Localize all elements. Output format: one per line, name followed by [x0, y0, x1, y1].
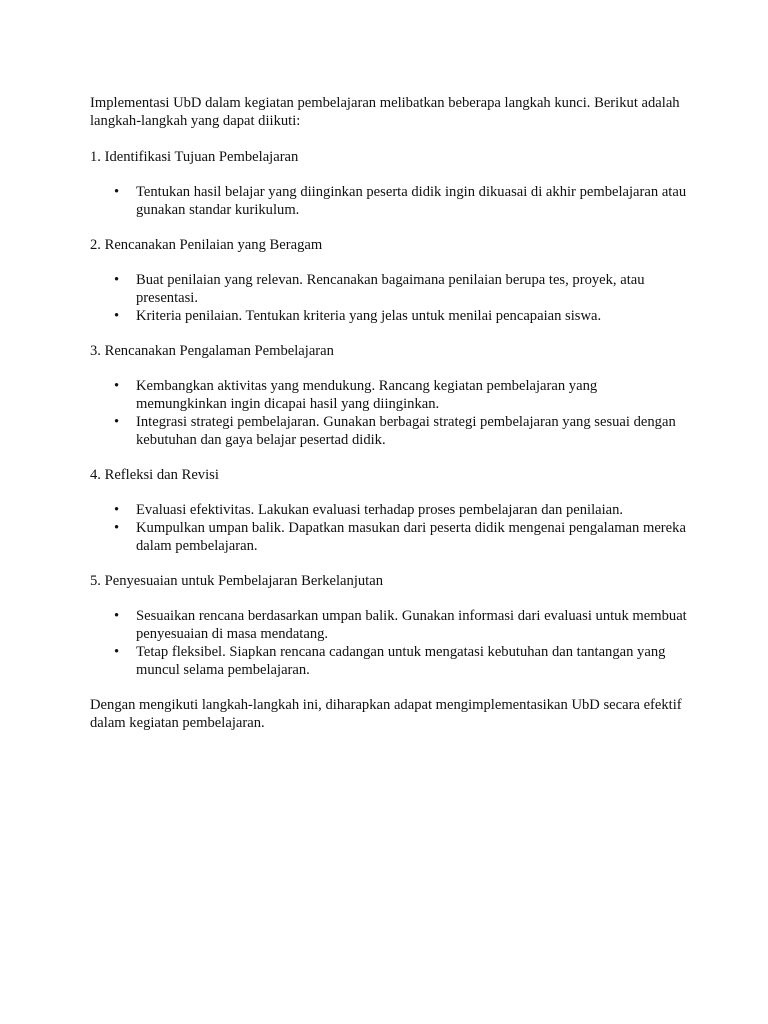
section-4: [90, 466, 690, 555]
section-3: [90, 342, 690, 449]
list-item: • Integrasi strategi pembelajaran. Gunakan berbagai strategi pembelajaran yang sesuai dengan kebutuhan dan gaya belajar pesertad didik.: [136, 413, 690, 449]
list-item: • Tetap fleksibel. Siapkan rencana cadangan untuk mengatasi kebutuhan dan tantangan yang muncul selama pembelajaran.: [136, 643, 690, 679]
list-item: • Kumpulkan umpan balik. Dapatkan masukan dari peserta didik mengenai pengalaman mereka dalam pembelajaran.: [136, 519, 690, 555]
bullet-list: [90, 183, 690, 219]
list-item: • Tentukan hasil belajar yang diinginkan peserta didik ingin dikuasai di akhir pembelajaran atau gunakan standar kurikulum.: [136, 183, 690, 219]
section-title: 1. Identifikasi Tujuan Pembelajaran: [90, 149, 299, 165]
section-title: 5. Penyesuaian untuk Pembelajaran Berkelanjutan: [90, 573, 384, 589]
bullet-list: [90, 607, 690, 679]
list-item: • Buat penilaian yang relevan. Rencanakan bagaimana penilaian berupa tes, proyek, atau presentasi.: [136, 271, 690, 307]
list-item: • Sesuaikan rencana berdasarkan umpan balik. Gunakan informasi dari evaluasi untuk membuat penyesuaian di masa mendatang.: [136, 607, 690, 643]
section-title: 4. Refleksi dan Revisi: [90, 467, 219, 483]
list-item: • Kembangkan aktivitas yang mendukung. Rancang kegiatan pembelajaran yang memungkinkan ingin dicapai hasil yang diinginkan.: [136, 377, 690, 413]
closing-paragraph: Dengan mengikuti langkah-langkah ini, diharapkan adapat mengimplementasikan UbD secara efektif dalam kegiatan pembelajaran.: [90, 697, 682, 731]
section-1: [90, 148, 690, 219]
bullet-list: [90, 271, 690, 325]
document-page: [90, 94, 690, 732]
section-title: 2. Rencanakan Penilaian yang Beragam: [90, 237, 323, 253]
section-2: [90, 236, 690, 325]
bullet-list: [90, 377, 690, 449]
list-item: • Evaluasi efektivitas. Lakukan evaluasi terhadap proses pembelajaran dan penilaian.: [136, 501, 690, 519]
list-item: • Kriteria penilaian. Tentukan kriteria yang jelas untuk menilai pencapaian siswa.: [136, 307, 690, 325]
intro-paragraph: Implementasi UbD dalam kegiatan pembelajaran melibatkan beberapa langkah kunci. Berikut adalah langkah-langkah yang dapat diikuti:: [90, 95, 680, 129]
section-title: 3. Rencanakan Pengalaman Pembelajaran: [90, 343, 334, 359]
bullet-list: [90, 501, 690, 555]
section-5: [90, 572, 690, 679]
